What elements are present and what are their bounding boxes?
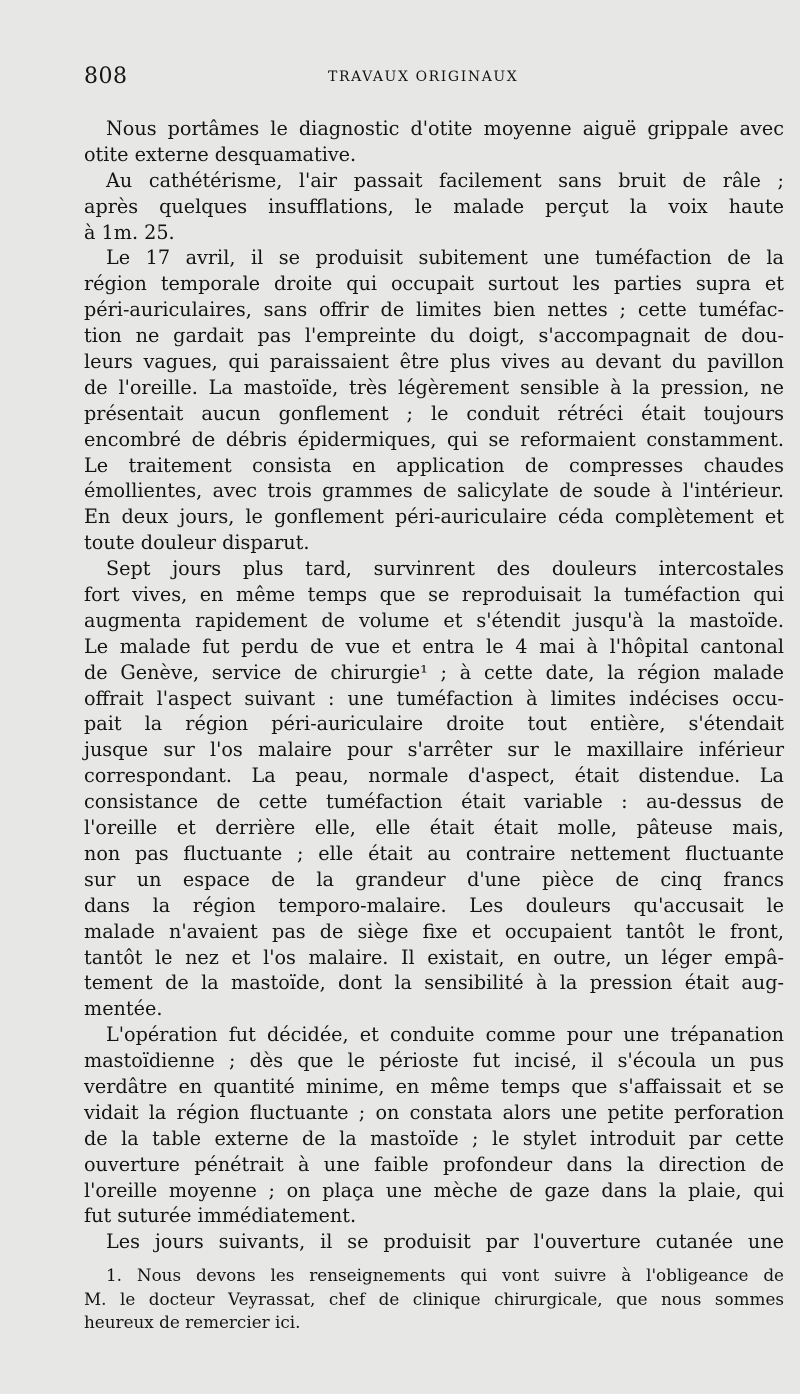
text-line: augmenta rapidement de volume et s'étendit jusqu'à la mastoïde.: [84, 608, 784, 632]
text-line: présentait aucun gonflement ; le conduit rétréci était toujours: [84, 401, 784, 425]
text-line: ouverture pénétrait à une faible profondeur dans la direction de: [84, 1152, 784, 1176]
text-line: En deux jours, le gonflement péri-auriculaire céda complètement et: [84, 505, 784, 529]
footnote-line: heureux de remercier ici.: [84, 1312, 301, 1332]
text-line: fort vives, en même temps que se reproduisait la tuméfaction qui: [84, 583, 784, 607]
text-line: l'oreille moyenne ; on plaça une mèche de gaze dans la plaie, qui: [84, 1178, 784, 1202]
text-line: l'oreille et derrière elle, elle était était molle, pâteuse mais,: [84, 816, 784, 840]
text-line: malade n'avaient pas de siège fixe et occupaient tantôt le front,: [84, 919, 784, 943]
footnote: [84, 1264, 784, 1335]
text-line: mentée.: [84, 997, 163, 1021]
footnote-line: 1. Nous devons les renseignements qui vont suivre à l'obligeance de: [106, 1265, 784, 1285]
text-line: de Genève, service de chirurgie¹ ; à cette date, la région malade: [84, 660, 784, 684]
text-line: vidait la région fluctuante ; on constata alors une petite perforation: [84, 1100, 784, 1124]
text-line: L'opération fut décidée, et conduite comme pour une trépanation: [106, 1023, 784, 1047]
footnote-line: M. le docteur Veyrassat, chef de clinique chirurgicale, que nous sommes: [84, 1288, 784, 1309]
text-line: verdâtre en quantité minime, en même temps que s'affaissait et se: [84, 1074, 784, 1098]
text-line: Au cathétérisme, l'air passait facilement sans bruit de râle ;: [106, 168, 784, 192]
text-line: Le malade fut perdu de vue et entra le 4 mai à l'hôpital cantonal: [84, 634, 784, 658]
page-number: 808: [84, 64, 128, 89]
text-line: otite externe desquamative.: [84, 142, 357, 166]
text-line: Le 17 avril, il se produisit subitement une tuméfaction de la: [106, 246, 784, 270]
text-line: leurs vagues, qui paraissaient être plus vives au devant du pavillon: [84, 350, 784, 374]
text-line: à 1m. 25.: [84, 220, 175, 244]
text-line: de l'oreille. La mastoïde, très légèrement sensible à la pression, ne: [84, 375, 784, 399]
text-line: offrait l'aspect suivant : une tuméfaction à limites indécises occu-: [84, 686, 784, 710]
text-line: région temporale droite qui occupait surtout les parties supra et: [84, 272, 784, 296]
running-head: TRAVAUX ORIGINAUX: [328, 69, 519, 85]
text-line: pait la région péri-auriculaire droite tout entière, s'étendait: [84, 712, 784, 736]
text-line: non pas fluctuante ; elle était au contraire nettement fluctuante: [84, 841, 784, 865]
text-line: sur un espace de la grandeur d'une pièce de cinq francs: [84, 867, 784, 891]
text-line: consistance de cette tuméfaction était variable : au-dessus de: [84, 790, 784, 814]
text-line: émollientes, avec trois grammes de salicylate de soude à l'intérieur.: [84, 479, 784, 503]
text-line: dans la région temporo-malaire. Les douleurs qu'accusait le: [84, 893, 784, 917]
text-line: encombré de débris épidermiques, qui se reformaient constamment.: [84, 427, 784, 451]
text-line: jusque sur l'os malaire pour s'arrêter sur le maxillaire inférieur: [84, 738, 784, 762]
text-line: mastoïdienne ; dès que le périoste fut incisé, il s'écoula un pus: [84, 1049, 784, 1073]
text-line: Nous portâmes le diagnostic d'otite moyenne aiguë grippale avec: [106, 117, 784, 140]
text-line: péri-auriculaires, sans offrir de limites bien nettes ; cette tuméfac-: [84, 298, 784, 322]
text-line: fut suturée immédiatement.: [84, 1204, 357, 1228]
text-line: Les jours suivants, il se produisit par l'ouverture cutanée une: [106, 1230, 784, 1254]
body-text: [84, 116, 784, 1255]
text-line: correspondant. La peau, normale d'aspect, était distendue. La: [84, 764, 784, 788]
text-line: tion ne gardait pas l'empreinte du doigt, s'accompagnait de dou-: [84, 324, 784, 348]
page-header: [84, 64, 760, 94]
text-line: Sept jours plus tard, survinrent des douleurs intercostales: [106, 557, 784, 581]
text-line: toute douleur disparut.: [84, 531, 310, 555]
text-line: après quelques insufflations, le malade perçut la voix haute: [84, 194, 784, 218]
text-line: Le traitement consista en application de compresses chaudes: [84, 453, 784, 477]
text-line: de la table externe de la mastoïde ; le stylet introduit par cette: [84, 1126, 784, 1150]
text-line: tantôt le nez et l'os malaire. Il existait, en outre, un léger empâ-: [84, 945, 784, 969]
text-line: tement de la mastoïde, dont la sensibilité à la pression était aug-: [84, 971, 784, 995]
